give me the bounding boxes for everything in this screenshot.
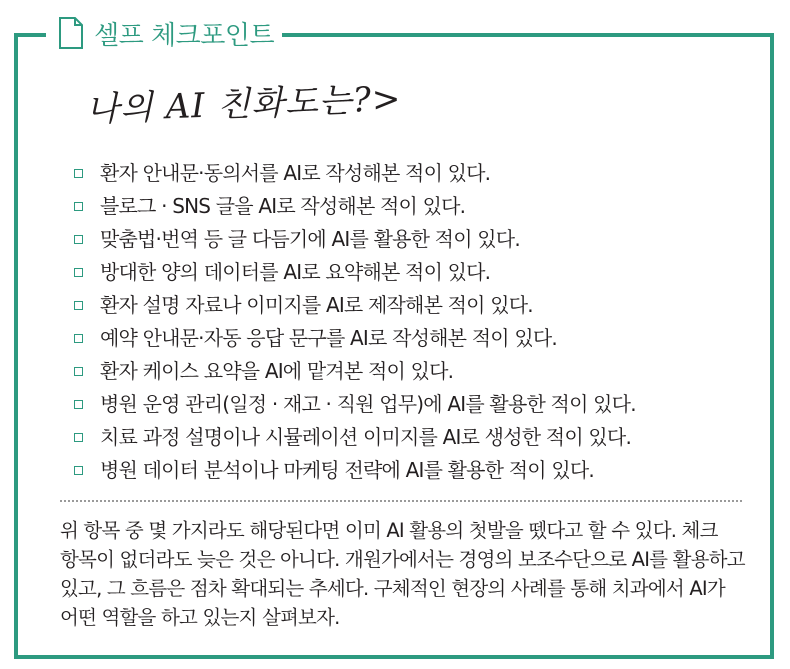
list-item-label: 환자 케이스 요약을 AI에 맡겨본 적이 있다.: [100, 359, 454, 383]
checklist: [74, 157, 636, 487]
checkbox-icon: [74, 202, 83, 211]
list-item: [74, 256, 636, 289]
checkbox-icon: [74, 169, 83, 178]
list-item-label: 맞춤법·번역 등 글 다듬기에 AI를 활용한 적이 있다.: [100, 227, 520, 251]
checkbox-icon: [74, 466, 83, 475]
dotted-divider: [60, 500, 742, 502]
checkbox-icon: [74, 433, 83, 442]
checkbox-icon: [74, 400, 83, 409]
handwritten-title: 나의 AI 친화도는?>: [85, 79, 403, 130]
list-item-label: 예약 안내문·자동 응답 문구를 AI로 작성해본 적이 있다.: [100, 326, 557, 350]
checkbox-icon: [74, 301, 83, 310]
list-item-label: 병원 데이터 분석이나 마케팅 전략에 AI를 활용한 적이 있다.: [100, 458, 594, 482]
list-item: [74, 190, 636, 223]
list-item: [74, 454, 636, 487]
list-item: [74, 355, 636, 388]
list-item: [74, 388, 636, 421]
list-item: [74, 421, 636, 454]
list-item-label: 방대한 양의 데이터를 AI로 요약해본 적이 있다.: [100, 260, 491, 284]
list-item-label: 블로그 · SNS 글을 AI로 작성해본 적이 있다.: [100, 194, 466, 218]
checkbox-icon: [74, 334, 83, 343]
list-item-label: 병원 운영 관리(일정 · 재고 · 직원 업무)에 AI를 활용한 적이 있다.: [100, 392, 636, 416]
list-item-label: 치료 과정 설명이나 시뮬레이션 이미지를 AI로 생성한 적이 있다.: [100, 425, 631, 449]
checkbox-icon: [74, 268, 83, 277]
checkbox-icon: [74, 367, 83, 376]
checkbox-icon: [74, 235, 83, 244]
document-icon: [58, 16, 84, 50]
header: [46, 10, 282, 56]
list-item: [74, 157, 636, 190]
summary-paragraph: 위 항목 중 몇 가지라도 해당된다면 이미 AI 활용의 첫발을 뗐다고 할 수 있다. 체크 항목이 없더라도 늦은 것은 아니다. 개원가에서는 경영의 보조수단으로 AI를 활용하고 있고, 그 흐름은 점차 확대되는 추세다. 구체적인 현장의 사례를 통해 치과에서 AI가 어떤 역할을 하고 있는지 살펴보자.: [60, 519, 745, 629]
list-item: [74, 289, 636, 322]
list-item: [74, 322, 636, 355]
list-item: [74, 223, 636, 256]
list-item-label: 환자 안내문·동의서를 AI로 작성해본 적이 있다.: [100, 161, 491, 185]
page-title: 셀프 체크포인트: [94, 20, 275, 51]
list-item-label: 환자 설명 자료나 이미지를 AI로 제작해본 적이 있다.: [100, 293, 533, 317]
